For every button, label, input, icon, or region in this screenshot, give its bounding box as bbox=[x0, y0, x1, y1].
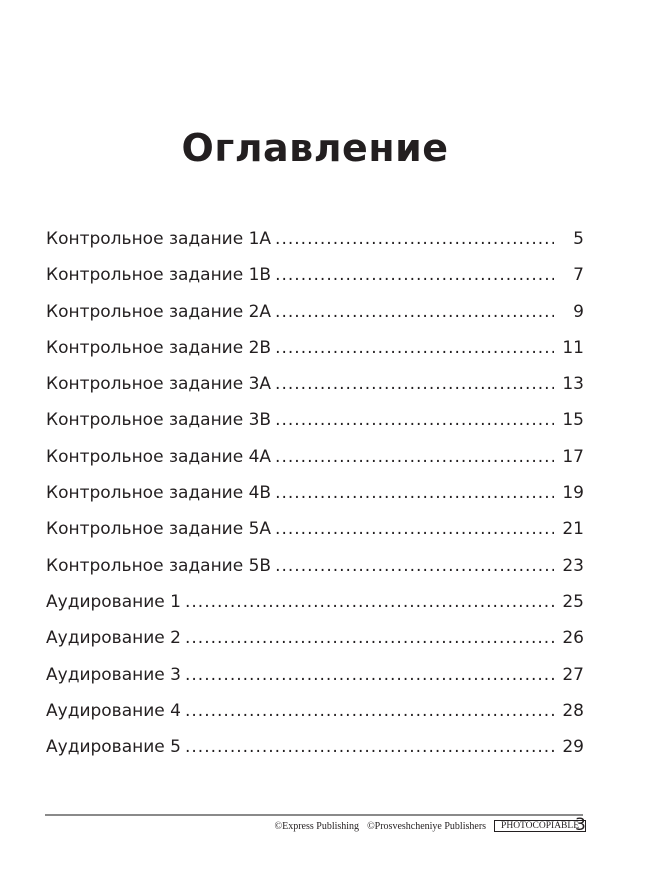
dot-leader bbox=[275, 483, 554, 503]
toc-entry-label: Контрольное задание 2A bbox=[46, 301, 272, 322]
toc-entry[interactable] bbox=[46, 483, 584, 519]
dot-leader bbox=[275, 447, 554, 467]
dot-leader bbox=[185, 592, 554, 612]
dot-leader bbox=[275, 265, 554, 285]
toc-entry-label: Аудирование 2 bbox=[46, 628, 181, 649]
toc-entry-label: Контрольное задание 3A bbox=[46, 374, 272, 395]
table-of-contents bbox=[46, 229, 584, 773]
dot-leader bbox=[275, 338, 554, 358]
page-title: Оглавление bbox=[181, 126, 449, 170]
toc-entry-label: Контрольное задание 4B bbox=[46, 483, 272, 504]
toc-entry[interactable] bbox=[46, 665, 584, 701]
toc-entry[interactable] bbox=[46, 737, 584, 773]
dot-leader bbox=[185, 628, 554, 648]
toc-entry[interactable] bbox=[46, 374, 584, 410]
dot-leader bbox=[275, 302, 554, 322]
copyright-prosveshcheniye: ©Prosveshcheniye Publishers bbox=[367, 820, 487, 832]
dot-leader bbox=[275, 556, 554, 576]
footer bbox=[275, 820, 586, 832]
toc-entry-page: 5 bbox=[573, 229, 584, 249]
toc-entry-page: 13 bbox=[562, 374, 584, 395]
toc-entry-label: Аудирование 1 bbox=[46, 591, 181, 612]
toc-entry[interactable] bbox=[46, 338, 584, 374]
toc-entry-page: 19 bbox=[562, 483, 584, 504]
toc-entry-page: 23 bbox=[562, 555, 584, 576]
toc-entry-label: Контрольное задание 1A bbox=[46, 229, 272, 249]
dot-leader bbox=[275, 410, 554, 430]
toc-entry-label: Контрольное задание 2B bbox=[46, 337, 272, 358]
toc-entry-page: 9 bbox=[573, 301, 584, 322]
toc-entry-label: Аудирование 3 bbox=[46, 664, 181, 685]
dot-leader bbox=[185, 701, 554, 721]
toc-entry-label: Контрольное задание 3B bbox=[46, 410, 272, 431]
toc-entry-page: 27 bbox=[562, 664, 584, 685]
toc-entry-page: 15 bbox=[562, 410, 584, 431]
toc-entry-page: 26 bbox=[562, 628, 584, 649]
dot-leader bbox=[275, 374, 554, 394]
toc-entry-page: 25 bbox=[562, 591, 584, 612]
page-number: 3 bbox=[575, 815, 586, 835]
dot-leader bbox=[185, 737, 554, 757]
toc-entry-label: Контрольное задание 1B bbox=[46, 265, 272, 286]
toc-entry-label: Контрольное задание 5B bbox=[46, 555, 272, 576]
dot-leader bbox=[185, 665, 554, 685]
toc-entry-label: Аудирование 5 bbox=[46, 737, 181, 758]
toc-entry-label: Контрольное задание 4A bbox=[46, 446, 272, 467]
toc-entry-page: 28 bbox=[562, 700, 584, 721]
toc-entry[interactable] bbox=[46, 519, 584, 555]
toc-entry[interactable] bbox=[46, 447, 584, 483]
toc-entry-page: 29 bbox=[562, 737, 584, 758]
photocopiable-badge: PHOTOCOPIABLE bbox=[494, 820, 586, 832]
footer-divider bbox=[45, 814, 583, 816]
toc-entry[interactable] bbox=[46, 302, 584, 338]
toc-entry-page: 17 bbox=[562, 446, 584, 467]
toc-entry-page: 7 bbox=[573, 265, 584, 286]
toc-entry[interactable] bbox=[46, 265, 584, 301]
toc-entry-label: Аудирование 4 bbox=[46, 700, 181, 721]
toc-entry[interactable] bbox=[46, 229, 584, 265]
toc-entry[interactable] bbox=[46, 592, 584, 628]
toc-entry-label: Контрольное задание 5A bbox=[46, 519, 272, 540]
toc-entry[interactable] bbox=[46, 556, 584, 592]
toc-entry[interactable] bbox=[46, 410, 584, 446]
toc-entry[interactable] bbox=[46, 701, 584, 737]
copyright-express: ©Express Publishing bbox=[274, 820, 360, 832]
dot-leader bbox=[275, 519, 554, 539]
toc-entry-page: 11 bbox=[562, 337, 584, 358]
dot-leader bbox=[275, 229, 554, 249]
toc-entry-page: 21 bbox=[562, 519, 584, 540]
toc-entry[interactable] bbox=[46, 628, 584, 664]
